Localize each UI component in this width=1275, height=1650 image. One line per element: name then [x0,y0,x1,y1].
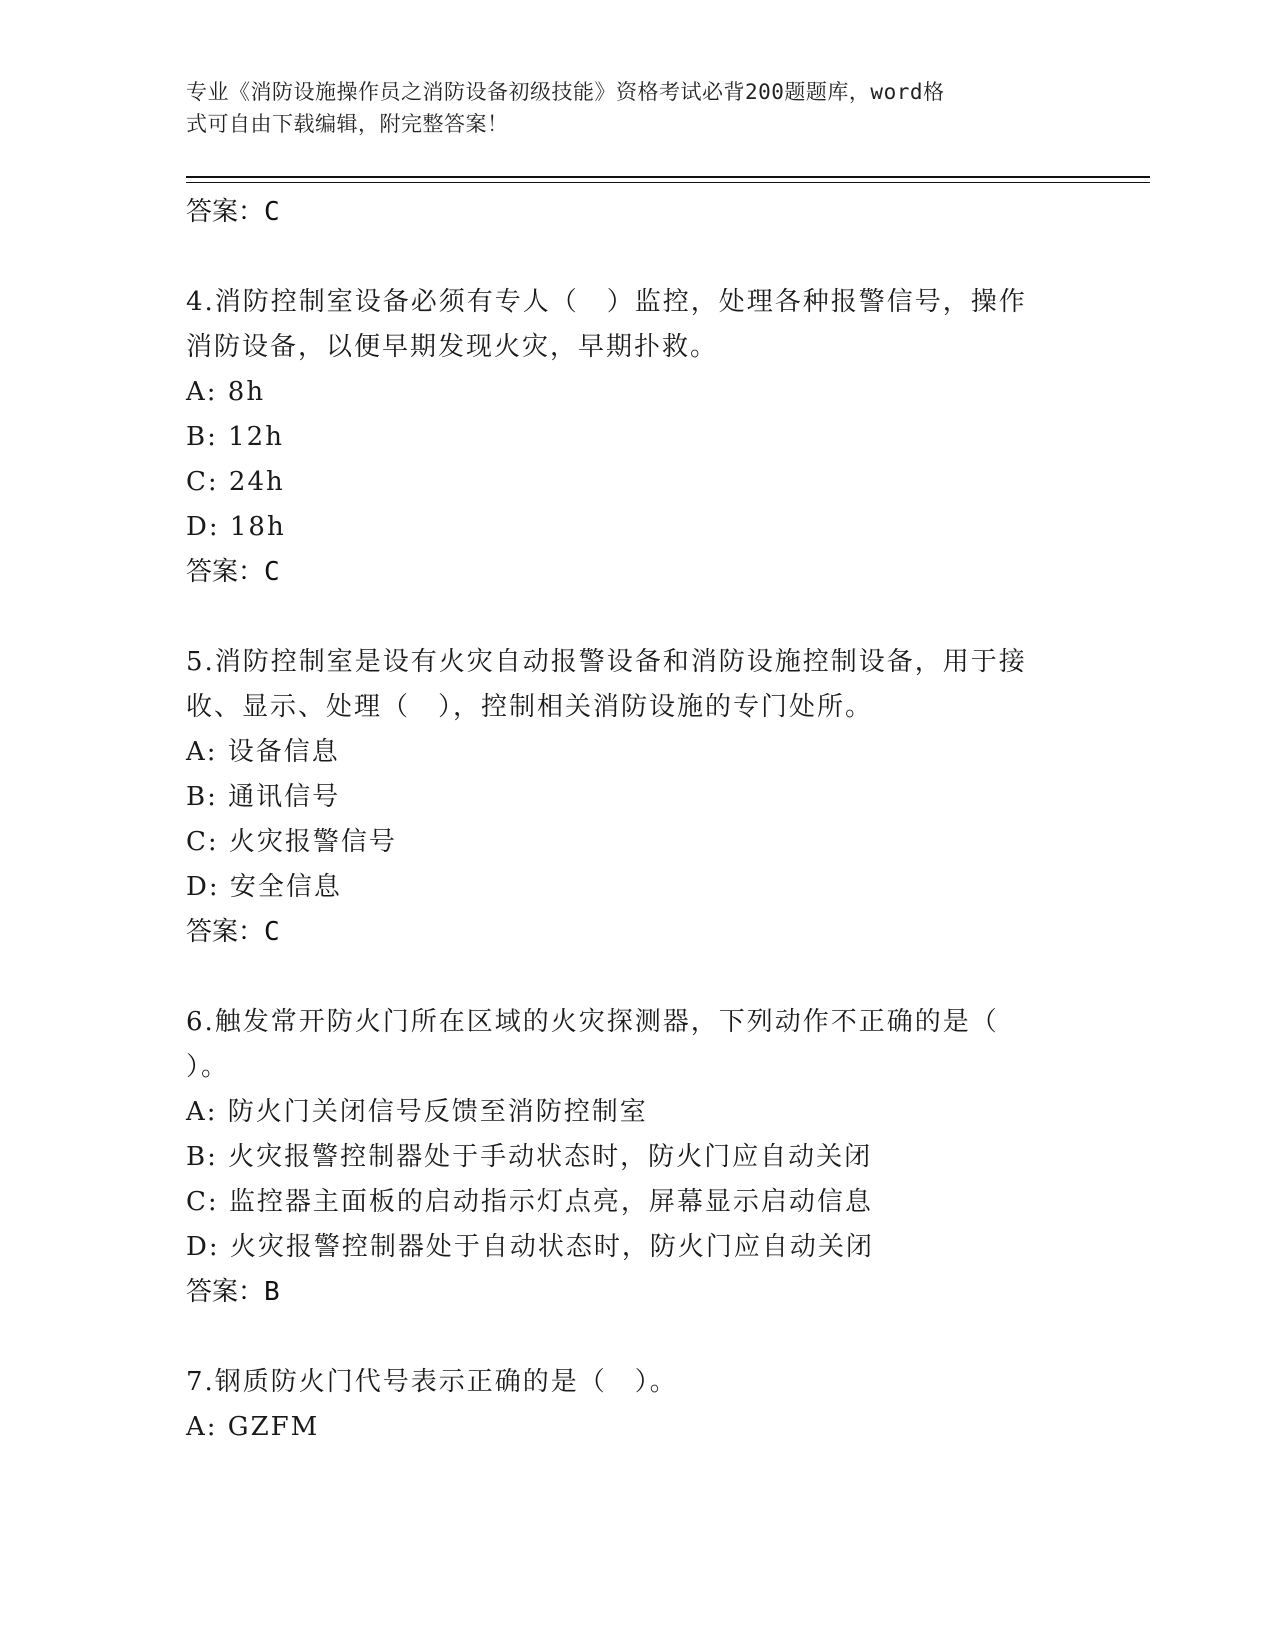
question-text: 5.消防控制室是设有火灾自动报警设备和消防设施控制设备，用于接 [186,647,1027,677]
option-c: C: 监控器主面板的启动指示灯点亮，屏幕显示启动信息 [186,1187,873,1217]
option-c: C: 24h [186,467,285,497]
question-text: 6.触发常开防火门所在区域的火灾探测器，下列动作不正确的是（ [186,1007,999,1037]
option-a: A: 8h [186,377,266,407]
option-a: A: 设备信息 [186,737,340,767]
question-text: 7.钢质防火门代号表示正确的是（ ）。 [186,1367,678,1397]
header-line-2: 式可自由下载编辑，附完整答案！ [186,112,509,136]
option-c: C: 火灾报警信号 [186,827,397,857]
document-header [186,76,1066,140]
header-rule-thin [186,182,1150,183]
question-7 [186,1360,1066,1450]
question-text: 消防设备，以便早期发现火灾，早期扑救。 [186,332,719,362]
header-rule-thick [186,176,1150,178]
option-b: B: 12h [186,422,284,452]
question-text: 收、显示、处理（ ），控制相关消防设施的专门处所。 [186,692,874,722]
option-b: B: 火灾报警控制器处于手动状态时，防火门应自动关闭 [186,1142,873,1172]
answer-line: 答案：B [186,1277,280,1307]
option-a: A: 防火门关闭信号反馈至消防控制室 [186,1097,648,1127]
question-6 [186,1000,1066,1315]
option-b: B: 通讯信号 [186,782,341,812]
option-d: D: 安全信息 [186,872,342,902]
header-line-1: 专业《消防设施操作员之消防设备初级技能》资格考试必背200题题库，word格 [186,80,945,104]
question-text: ）。 [186,1052,230,1082]
answer-line: 答案：C [186,917,280,947]
answer-line: 答案：C [186,557,280,587]
document-body [186,190,1066,1450]
question-text: 4.消防控制室设备必须有专人（ ）监控，处理各种报警信号，操作 [186,287,1027,317]
option-d: D: 18h [186,512,286,542]
answer-line: 答案：C [186,197,280,227]
question-5 [186,640,1066,955]
option-d: D: 火灾报警控制器处于自动状态时，防火门应自动关闭 [186,1232,874,1262]
option-a: A: GZFM [186,1412,320,1442]
question-4 [186,280,1066,595]
